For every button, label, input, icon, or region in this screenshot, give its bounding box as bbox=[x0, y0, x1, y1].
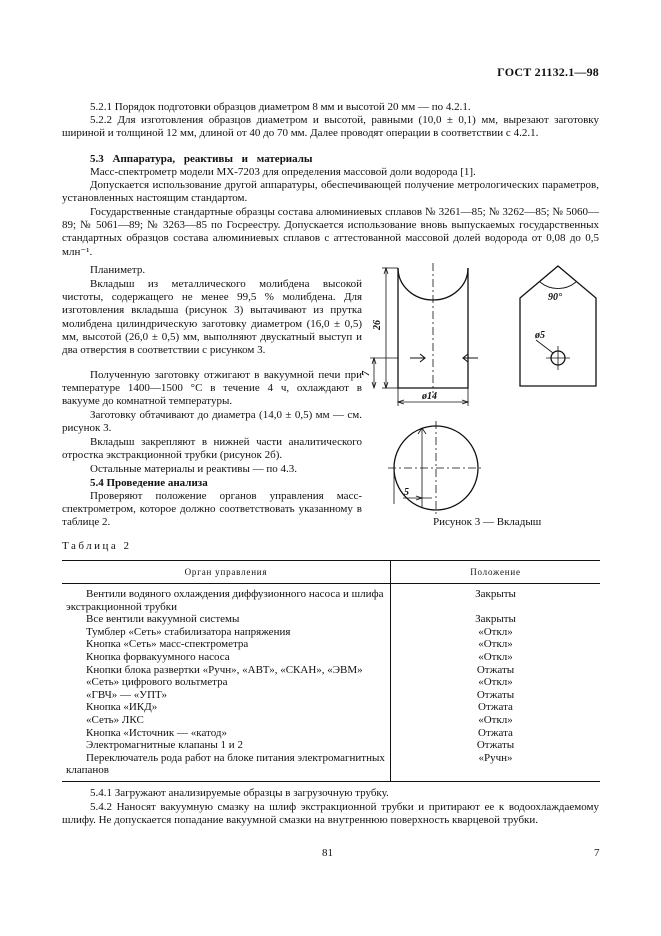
dim-diameter-label: ø14 bbox=[422, 391, 437, 402]
table-row bbox=[62, 651, 600, 664]
heading-5-4: 5.4 Проведение анализа bbox=[90, 477, 208, 489]
table-row bbox=[62, 752, 600, 782]
table-row bbox=[62, 714, 600, 727]
cell-organ: Кнопка «Сеть» масс-спектрометра bbox=[62, 638, 391, 651]
cell-organ: Переключатель рода работ на блоке питания электромагнитных клапанов bbox=[62, 752, 391, 782]
table-row bbox=[62, 638, 600, 651]
para-5-3-spectrometer: Масс-спектрометр модели МХ-7203 для определения массовой доли водорода [1]. bbox=[90, 166, 476, 178]
para-5-2-2: 5.2.2 Для изготовления образцов диаметром и высотой, равными (10,0 ± 0,1) мм, вырезают заготовку шириной и толщиной 12 мм, длиной от 40 до 70 мм. Далее проводят операции в соответствии с 4.2.1. bbox=[62, 114, 599, 140]
table-row bbox=[62, 689, 600, 702]
cell-organ: Все вентили вакуумной системы bbox=[62, 613, 391, 626]
para-insert-material: Вкладыш из металлического молибдена высокой чистоты, содержащего не менее 99,5 % молибдена. Для изготовления вкладыша (рисунок 3) вытачивают из прутка молибдена цилиндрическую заготовку диаметром (16,0 ± 0,5) мм, высотой (26,0 ± 0,5) мм, выполняют двускатный выступ и два отверстия в соответствии с рисунком 3. bbox=[62, 278, 362, 357]
table-row bbox=[62, 727, 600, 740]
table-row bbox=[62, 584, 600, 614]
table-row bbox=[62, 626, 600, 639]
para-5-4-check-controls: Проверяют положение органов управления масс-спектрометром, которое должно соответствовать указанному в таблице 2. bbox=[62, 490, 362, 529]
controls-table bbox=[62, 560, 600, 782]
cell-position: «Ручн» bbox=[391, 752, 601, 782]
standard-code: ГОСТ 21132.1—98 bbox=[497, 65, 599, 79]
cell-position: Закрыты bbox=[475, 613, 516, 626]
cell-position: Отжата bbox=[478, 701, 513, 714]
heading-5-3: 5.3 Аппаратура, реактивы и материалы bbox=[90, 153, 313, 165]
table-row bbox=[62, 739, 600, 752]
cell-position: «Откл» bbox=[478, 625, 513, 638]
para-5-4-2: 5.4.2 Наносят вакуумную смазку на шлиф экстракционной трубки и притирают ее к водоохлаждаемому шлифу. Не допускается попадание вакуумной смазки на внутреннюю поверхность кварцевой трубки. bbox=[62, 801, 599, 827]
para-insert-anneal: Полученную заготовку отжигают в вакуумной печи при температуре 1400—1500 °С в течение 4 ч, охлаждают в вакууме до комнатной температуры. bbox=[62, 369, 362, 408]
table-row bbox=[62, 613, 600, 626]
dim-7-label: 7 bbox=[361, 371, 372, 376]
para-5-3-other-equipment: Допускается использование другой аппаратуры, обеспечивающей получение метрологических параметров, установленных настоящим стандартом. bbox=[62, 179, 599, 205]
figure-3-insert-drawing bbox=[361, 258, 608, 548]
cell-organ: «Сеть» ЛКС bbox=[62, 714, 391, 727]
col-header-position: Положение bbox=[391, 561, 601, 584]
cell-position: Отжаты bbox=[476, 688, 515, 701]
para-planimeter: Планиметр. bbox=[90, 264, 146, 276]
cell-position: «Откл» bbox=[478, 650, 513, 663]
figure-caption: Рисунок 3 — Вкладыш bbox=[433, 516, 542, 528]
page-number: 81 bbox=[322, 847, 333, 859]
cell-organ: Кнопки блока развертки «Ручн», «АВТ», «СКАН», «ЭВМ» bbox=[62, 664, 391, 677]
table-row bbox=[62, 701, 600, 714]
dim-height-label: 26 bbox=[372, 320, 383, 330]
table-row bbox=[62, 664, 600, 677]
para-insert-turning: Заготовку обтачивают до диаметра (14,0 ± 0,5) мм — см. рисунок 3. bbox=[62, 409, 362, 435]
sheet-number: 7 bbox=[594, 847, 600, 859]
cell-position: «Откл» bbox=[478, 638, 513, 651]
cell-organ: «ГВЧ» — «УПТ» bbox=[62, 689, 391, 702]
col-header-organ: Орган управления bbox=[62, 561, 391, 584]
cell-organ: Кнопка форвакуумного насоса bbox=[62, 651, 391, 664]
cell-organ: Электромагнитные клапаны 1 и 2 bbox=[62, 739, 391, 752]
para-insert-mounting: Вкладыш закрепляют в нижней части аналитического отростка экстракционной трубки (рисунок 2б). bbox=[62, 436, 362, 462]
para-5-2-1: 5.2.1 Порядок подготовки образцов диаметром 8 мм и высотой 20 мм — по 4.2.1. bbox=[90, 101, 471, 113]
cell-position: Отжаты bbox=[476, 663, 515, 676]
cell-position: Отжата bbox=[478, 726, 513, 739]
cell-organ: Кнопка «ИКД» bbox=[62, 701, 391, 714]
cell-organ: Кнопка «Источник — «катод» bbox=[62, 727, 391, 740]
cell-position: «Откл» bbox=[478, 676, 513, 689]
cell-organ: Тумблер «Сеть» стабилизатора напряжения bbox=[62, 626, 391, 639]
cell-position: Отжаты bbox=[476, 739, 515, 752]
para-5-3-standard-samples: Государственные стандартные образцы состава алюминиевых сплавов № 3261—85; № 3262—85; № 5060—89; № 5061—89; № 3263—85 по Госреестру. Допускается использование вновь выпускаемых государственных стандартных образцов состава алюминиевых сплавов с аттестованной массовой долей водорода от 0,08 до 0,5 млн⁻¹. bbox=[62, 206, 599, 258]
cell-position: Закрыты bbox=[475, 588, 516, 600]
dim-angle-label: 90° bbox=[548, 292, 562, 303]
para-other-materials: Остальные материалы и реактивы — по 4.3. bbox=[90, 463, 297, 475]
table-caption: Таблица 2 bbox=[62, 540, 132, 552]
cell-organ: «Сеть» цифрового вольтметра bbox=[62, 676, 391, 689]
dim-hole-label: ø5 bbox=[535, 330, 545, 341]
dim-5-label: 5 bbox=[404, 487, 409, 498]
cell-position: «Откл» bbox=[478, 713, 513, 726]
cell-organ: Вентили водяного охлаждения диффузионного насоса и шлифа экстракционной трубки bbox=[62, 584, 391, 614]
para-5-4-1: 5.4.1 Загружают анализируемые образцы в загрузочную трубку. bbox=[90, 787, 389, 799]
table-row bbox=[62, 676, 600, 689]
